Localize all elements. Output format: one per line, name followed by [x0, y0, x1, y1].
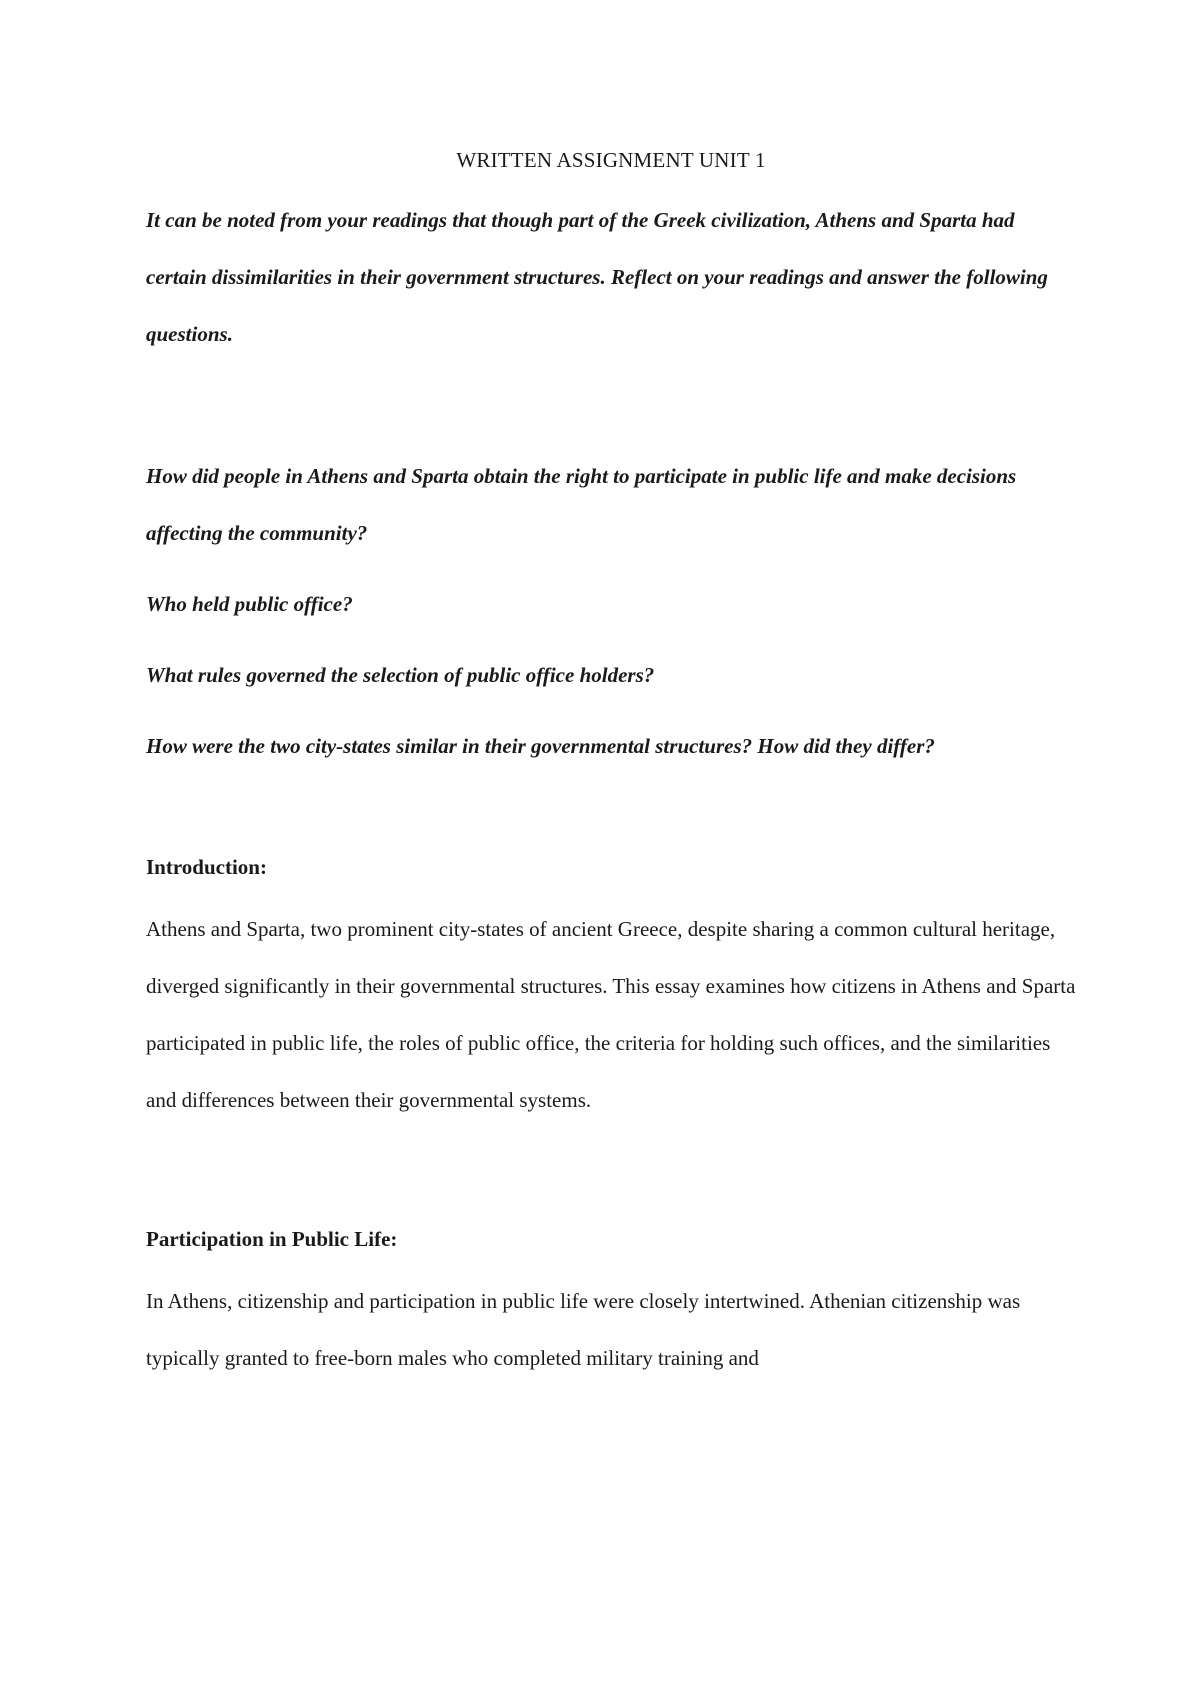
- assignment-prompt: It can be noted from your readings that though part of the Greek civilization, Athens and Sparta had certain dissimilarities in their government structures. Reflect on your readings and answer the following questions.: [146, 208, 1048, 346]
- section-heading-introduction: Introduction:: [146, 855, 267, 879]
- question-participation: How did people in Athens and Sparta obtain the right to participate in public life and make decisions affecting the community?: [146, 464, 1017, 545]
- section-body-introduction: Athens and Sparta, two prominent city-states of ancient Greece, despite sharing a common cultural heritage, diverged significantly in their governmental structures. This essay examines how citizens in Athens and Sparta participated in public life, the roles of public office, the criteria for holding such offices, and the similarities and differences between their governmental systems.: [146, 917, 1076, 1112]
- document-content: [146, 140, 1076, 1387]
- question-list: [146, 448, 1076, 775]
- question-public-office: Who held public office?: [146, 592, 353, 616]
- section-body-participation: In Athens, citizenship and participation in public life were closely intertwined. Athenian citizenship was typically granted to free-born males who completed military training and: [146, 1289, 1021, 1370]
- section-heading-participation: Participation in Public Life:: [146, 1227, 398, 1251]
- question-selection-rules: What rules governed the selection of public office holders?: [146, 663, 655, 687]
- question-similarities: How were the two city-states similar in their governmental structures? How did they differ?: [146, 734, 935, 758]
- document-title: WRITTEN ASSIGNMENT UNIT 1: [456, 148, 766, 172]
